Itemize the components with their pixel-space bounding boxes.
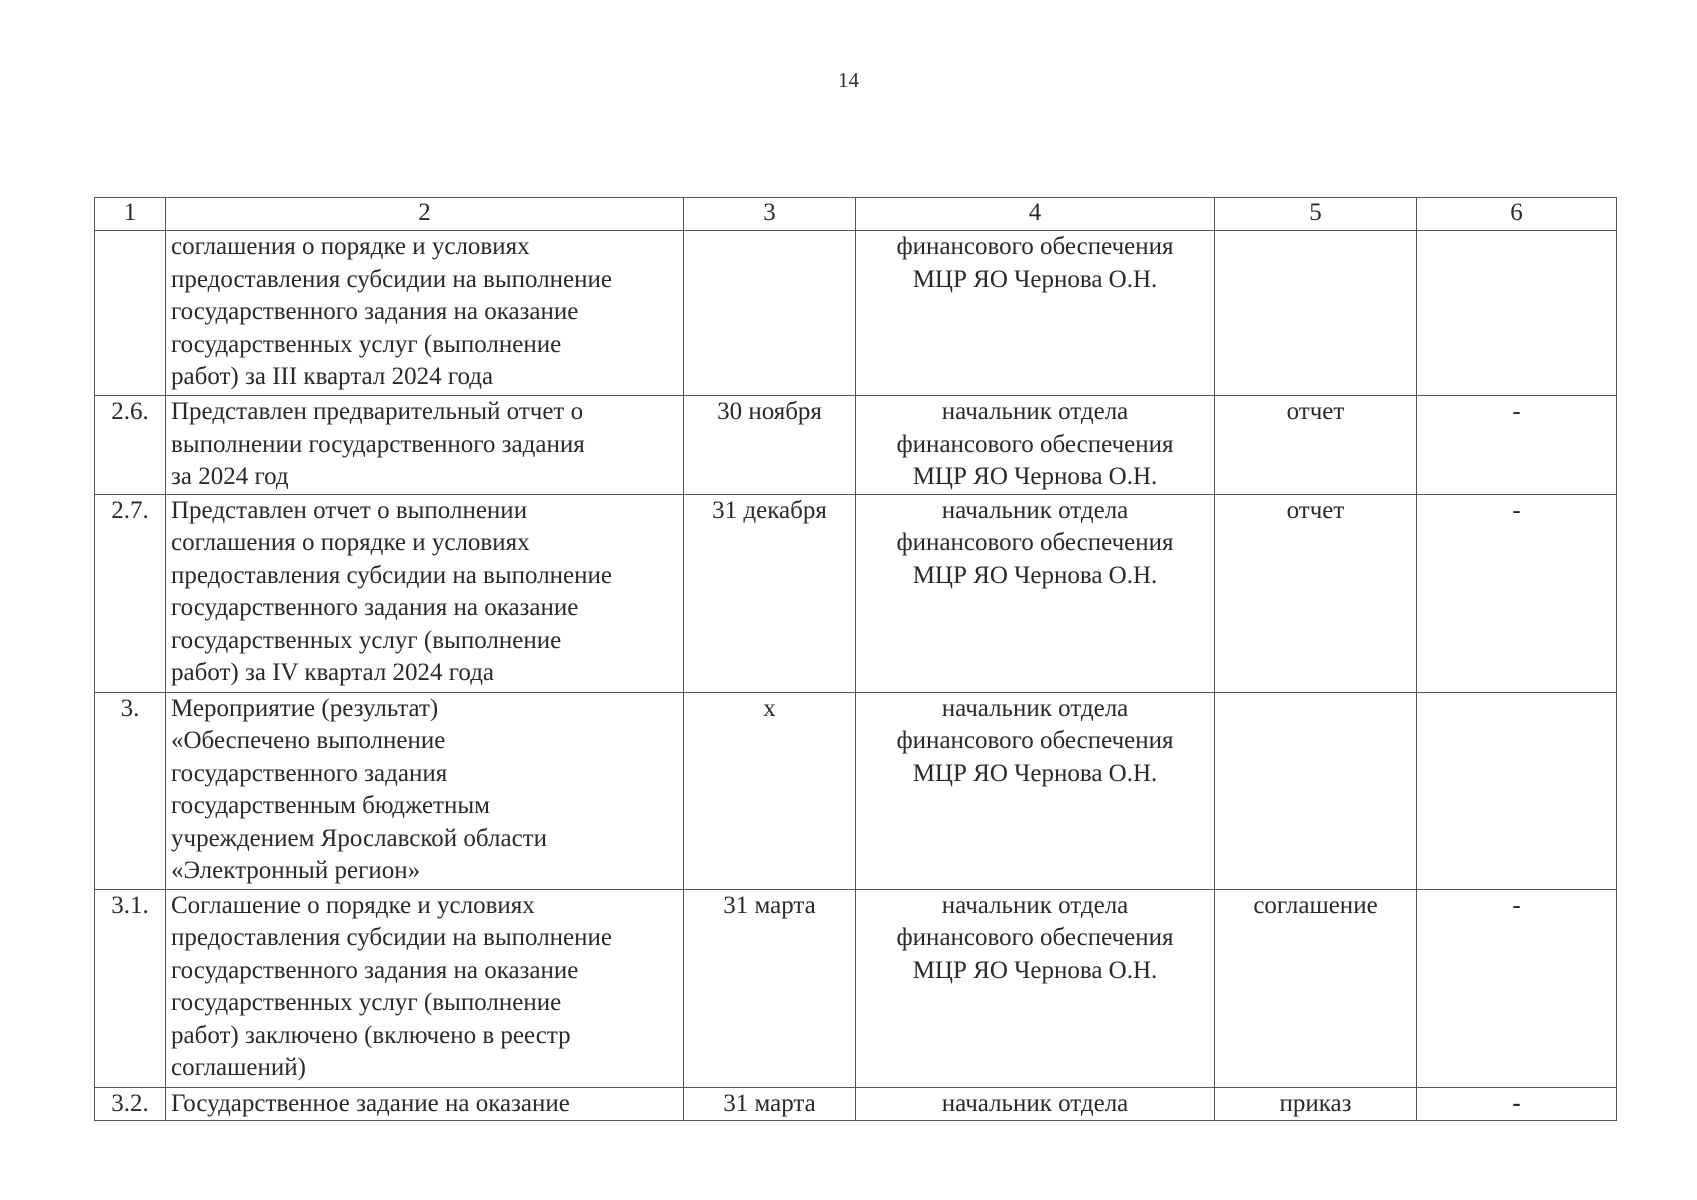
- result-type: отчет: [1286, 398, 1345, 425]
- responsible-text-line: МЦР ЯО Чернова О.Н.: [912, 463, 1158, 490]
- activity-text-line: Государственное задание на оказание: [171, 1089, 570, 1117]
- activity-text-line: выполнении государственного задания: [171, 430, 585, 458]
- activity-text-line: работ) за III квартал 2024 года: [171, 363, 494, 390]
- note-cell: [1417, 396, 1617, 495]
- activity-text-line: государственных услуг (выполнение: [171, 626, 562, 654]
- note-cell: [1417, 1087, 1617, 1121]
- activity-text-line: предоставления субсидии на выполнение: [171, 561, 613, 589]
- activity-text-line: работ) за IV квартал 2024 года: [171, 659, 495, 686]
- activity-text-line: государственного задания на оказание: [171, 298, 579, 325]
- responsible-cell: [856, 396, 1215, 495]
- column-header: 5: [1215, 198, 1417, 231]
- responsible-text-line: финансового обеспечения: [896, 529, 1174, 556]
- row-number-cell: [95, 889, 166, 1087]
- column-header: 1: [95, 198, 166, 231]
- note: -: [1512, 496, 1521, 524]
- responsible-text-line: начальник отдела: [941, 398, 1129, 425]
- note: -: [1512, 891, 1521, 919]
- deadline: 31 марта: [723, 1089, 816, 1117]
- activity-text-line: соглашения о порядке и условиях: [171, 529, 530, 556]
- activity-cell: [166, 231, 684, 396]
- result-cell: [1215, 692, 1417, 889]
- activity-text-line: Соглашение о порядке и условиях: [171, 891, 535, 919]
- table-row: [95, 396, 1617, 495]
- deadline-cell: [684, 396, 856, 495]
- column-header: 6: [1417, 198, 1617, 231]
- activity-text-line: государственного задания: [171, 759, 448, 787]
- activity-cell: [166, 1087, 684, 1121]
- deadline-cell: [684, 231, 856, 396]
- responsible-text-line: начальник отдела: [941, 891, 1129, 919]
- activity-text-line: государственных услуг (выполнение: [171, 989, 562, 1016]
- result-type: отчет: [1286, 496, 1345, 524]
- activity-text-line: государственного задания на оказание: [171, 594, 579, 621]
- activity-text-line: государственных услуг (выполнение: [171, 330, 562, 358]
- result-cell: [1215, 889, 1417, 1087]
- note-cell: [1417, 692, 1617, 889]
- table-row: [95, 231, 1617, 396]
- activity-cell: [166, 396, 684, 495]
- activity-text-line: «Электронный регион»: [171, 857, 421, 884]
- row-number-cell: [95, 692, 166, 889]
- deadline: 30 ноября: [717, 398, 822, 425]
- row-number-cell: [95, 1087, 166, 1121]
- activity-text-line: государственным бюджетным: [171, 792, 490, 819]
- responsible-text-line: финансового обеспечения: [896, 727, 1174, 754]
- activity-text-line: соглашения о порядке и условиях: [171, 233, 530, 260]
- result-cell: [1215, 494, 1417, 692]
- plan-table: [94, 197, 1617, 1121]
- row-number: 3.1.: [111, 891, 149, 919]
- note-cell: [1417, 889, 1617, 1087]
- deadline-cell: [684, 889, 856, 1087]
- responsible-text-line: МЦР ЯО Чернова О.Н.: [912, 956, 1158, 984]
- activity-text-line: учреждением Ярославской области: [171, 824, 547, 852]
- page-number: 14: [838, 68, 859, 92]
- responsible-text-line: финансового обеспечения: [896, 924, 1174, 951]
- activity-cell: [166, 692, 684, 889]
- deadline: 31 марта: [723, 891, 816, 919]
- row-number: 3.2.: [111, 1089, 149, 1117]
- activity-text-line: государственного задания на оказание: [171, 956, 579, 984]
- deadline-cell: [684, 1087, 856, 1121]
- responsible-text-line: финансового обеспечения: [896, 233, 1174, 260]
- activity-text-line: предоставления субсидии на выполнение: [171, 924, 613, 951]
- result-cell: [1215, 1087, 1417, 1121]
- activity-cell: [166, 889, 684, 1087]
- result-type: приказ: [1279, 1089, 1352, 1117]
- result-cell: [1215, 396, 1417, 495]
- responsible-text-line: МЦР ЯО Чернова О.Н.: [912, 759, 1158, 787]
- activity-cell: [166, 494, 684, 692]
- activity-text-line: за 2024 год: [171, 463, 289, 490]
- activity-text-line: «Обеспечено выполнение: [171, 727, 446, 754]
- responsible-text-line: МЦР ЯО Чернова О.Н.: [912, 561, 1158, 589]
- table-row: [95, 1087, 1617, 1121]
- deadline-cell: [684, 692, 856, 889]
- row-number-cell: [95, 231, 166, 396]
- table-row: [95, 494, 1617, 692]
- responsible-text-line: финансового обеспечения: [896, 430, 1174, 458]
- table-row: [95, 889, 1617, 1087]
- responsible-text-line: МЦР ЯО Чернова О.Н.: [912, 265, 1158, 293]
- responsible-cell: [856, 692, 1215, 889]
- responsible-cell: [856, 494, 1215, 692]
- row-number: 2.7.: [111, 496, 149, 524]
- deadline: х: [763, 694, 776, 722]
- responsible-cell: [856, 889, 1215, 1087]
- responsible-text-line: начальник отдела: [941, 694, 1129, 722]
- result-type: соглашение: [1253, 891, 1378, 919]
- responsible-cell: [856, 1087, 1215, 1121]
- activity-text-line: Мероприятие (результат): [171, 694, 439, 722]
- row-number: 2.6.: [111, 398, 149, 425]
- row-number-cell: [95, 396, 166, 495]
- column-header: 2: [166, 198, 684, 231]
- row-number-cell: [95, 494, 166, 692]
- responsible-cell: [856, 231, 1215, 396]
- note-cell: [1417, 231, 1617, 396]
- activity-text-line: Представлен предварительный отчет о: [171, 398, 584, 425]
- note-cell: [1417, 494, 1617, 692]
- activity-text-line: соглашений): [171, 1054, 306, 1081]
- result-cell: [1215, 231, 1417, 396]
- activity-text-line: работ) заключено (включено в реестр: [171, 1021, 571, 1049]
- responsible-text-line: начальник отдела: [941, 496, 1129, 524]
- column-header: 4: [856, 198, 1215, 231]
- note: -: [1512, 398, 1521, 425]
- table-row: [95, 692, 1617, 889]
- responsible-text-line: начальник отдела: [941, 1089, 1129, 1117]
- table-header-row: [95, 198, 1617, 231]
- activity-text-line: предоставления субсидии на выполнение: [171, 265, 613, 293]
- deadline: 31 декабря: [712, 496, 827, 524]
- note: -: [1512, 1089, 1521, 1117]
- column-header: 3: [684, 198, 856, 231]
- deadline-cell: [684, 494, 856, 692]
- row-number: 3.: [120, 694, 140, 722]
- activity-text-line: Представлен отчет о выполнении: [171, 496, 528, 524]
